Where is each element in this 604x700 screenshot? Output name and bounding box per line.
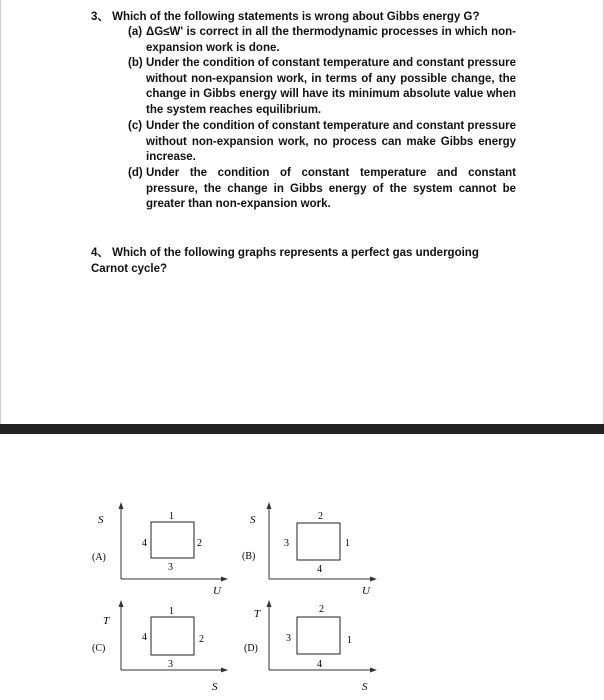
q3-option-a	[128, 25, 516, 56]
x-axis-label: S	[362, 681, 368, 693]
graph-tag: (B)	[242, 551, 256, 562]
segment-bottom-label: 3	[168, 562, 173, 573]
page-separator-band	[0, 424, 604, 434]
option-text: ΔG≤W' is correct in all the thermodynamic processes in which non-expansion work is done.	[146, 26, 516, 54]
q3-option-c	[128, 119, 516, 166]
q3-option-d	[128, 166, 516, 213]
graph-tag: (D)	[244, 643, 258, 654]
option-label: (a)	[128, 26, 143, 38]
option-text: Under the condition of constant temperature and constant pressure, the change in Gibbs energy of the system cannot be greater than non-expansion work.	[146, 167, 516, 211]
segment-right-label: 1	[347, 635, 352, 646]
question-3-title: 3、 Which of the following statements is wrong about Gibbs energy G?	[91, 11, 480, 23]
segment-bottom-label: 4	[317, 564, 322, 575]
x-axis-label: U	[213, 585, 221, 597]
option-text: Under the condition of constant temperature and constant pressure without non-expansion work, no process can make Gibbs energy increase.	[146, 120, 516, 164]
y-axis-label: S	[98, 514, 104, 526]
segment-right-label: 2	[197, 538, 202, 549]
segment-left-label: 3	[284, 538, 289, 549]
x-axis-label: S	[212, 681, 218, 693]
x-axis-label: U	[362, 585, 370, 597]
segment-left-label: 3	[286, 633, 291, 644]
graph-A	[92, 502, 228, 597]
segment-top-label: 2	[318, 511, 323, 522]
option-label: (b)	[128, 57, 143, 69]
graph-tag: (A)	[92, 552, 106, 563]
graph-C	[92, 600, 228, 693]
y-axis-label: S	[250, 514, 256, 526]
segment-left-label: 4	[142, 632, 147, 643]
question-4-title: 4、 Which of the following graphs represents a perfect gas undergoing Carnot cycle?	[91, 247, 479, 275]
cycle-graphs	[0, 434, 604, 700]
segment-right-label: 2	[199, 634, 204, 645]
segment-left-label: 4	[142, 538, 147, 549]
segment-top-label: 2	[319, 604, 324, 615]
segment-right-label: 1	[345, 538, 350, 549]
segment-bottom-label: 4	[317, 659, 322, 670]
left-border	[0, 0, 1, 424]
segment-top-label: 1	[169, 606, 174, 617]
option-label: (d)	[128, 167, 143, 179]
y-axis-label: T	[254, 608, 261, 620]
graph-tag: (C)	[92, 643, 106, 654]
segment-bottom-label: 3	[168, 659, 173, 670]
y-axis-label: T	[103, 615, 110, 627]
graph-D	[244, 600, 377, 693]
option-label: (c)	[128, 120, 143, 132]
option-text: Under the condition of constant temperature and constant pressure without non-expansion work, in terms of any possible change, the change in Gibbs energy will have its minimum absolute value when the system reaches equilibrium.	[146, 57, 516, 116]
graph-B	[242, 502, 377, 597]
q3-option-b	[128, 56, 516, 118]
segment-top-label: 1	[169, 511, 174, 522]
